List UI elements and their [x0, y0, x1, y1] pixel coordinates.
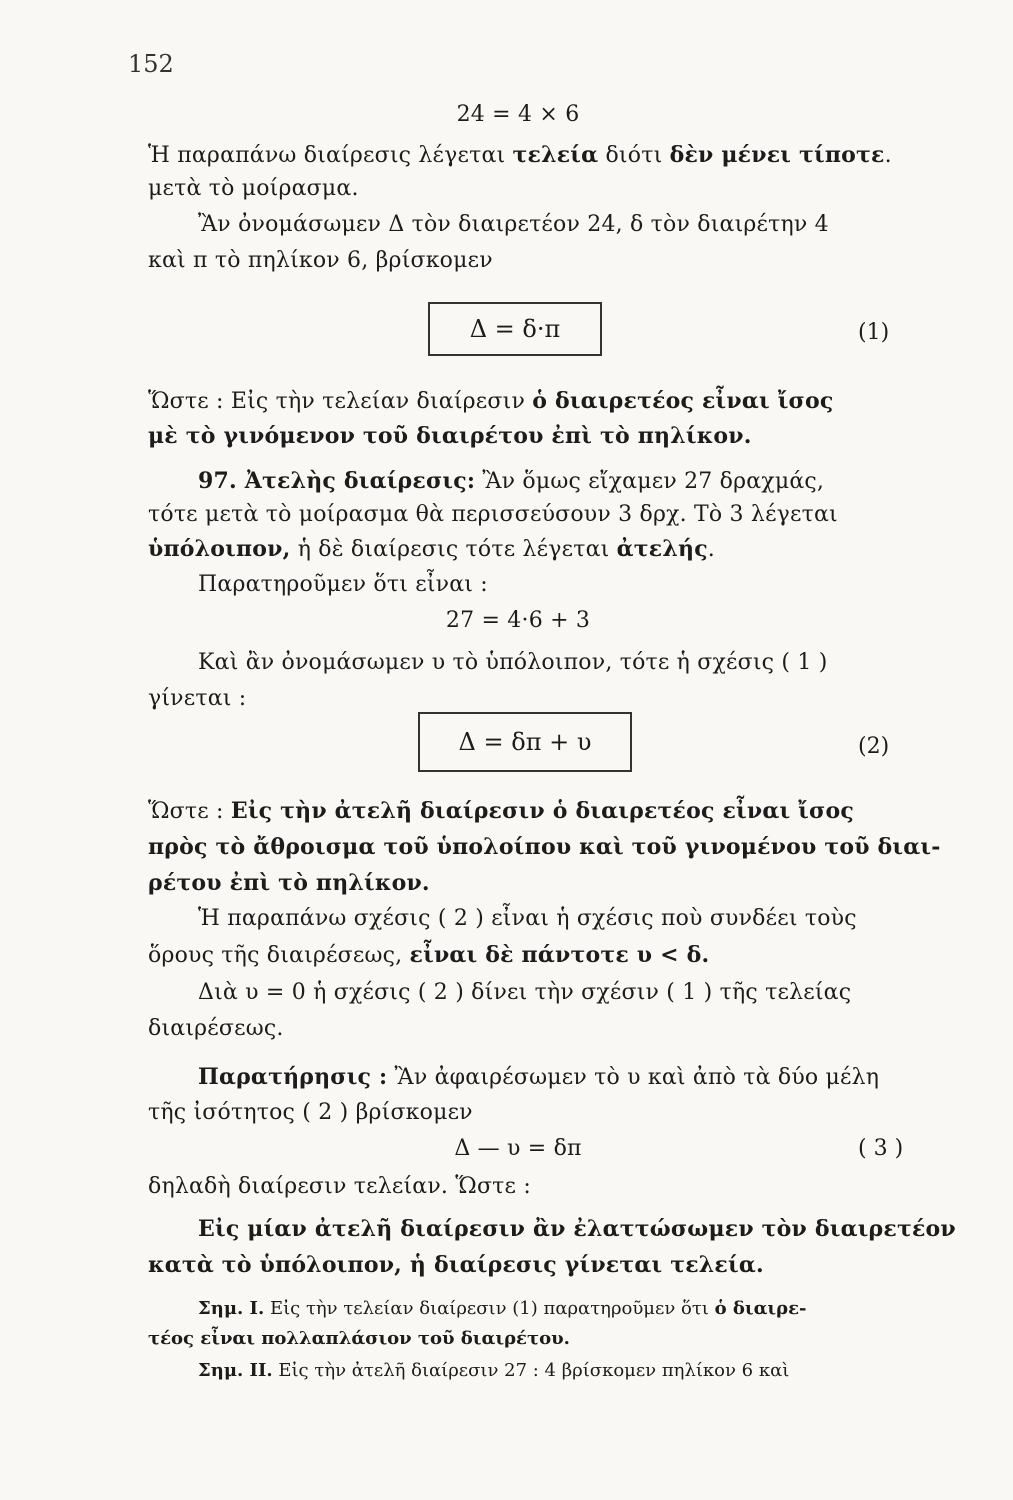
para3-text-a: Ὥστε : Εἰς τὴν τελείαν διαίρεσιν [148, 389, 533, 414]
para1-term-teleia: τελεία [512, 142, 599, 168]
para7-line1: Διὰ υ = 0 ἡ σχέσις ( 2 ) δίνει τὴν σχέσιν ( 1 ) τῆς τελείας [198, 980, 852, 1005]
para8-text-b: Ἂν ἀφαιρέσωμεν τὸ υ καὶ ἀπὸ τὰ δύο μέλη [387, 1065, 880, 1090]
page-number: 152 [128, 50, 174, 78]
para6-line2 [148, 942, 709, 968]
equation-number-2: (2) [858, 734, 890, 759]
para5-line2: πρὸς τὸ ἄθροισμα τοῦ ὑπολοίπου καὶ τοῦ γινομένου τοῦ διαι- [148, 834, 941, 860]
term-remainder: ὑπόλοιπον, [148, 536, 291, 562]
formula-box-1 [428, 302, 602, 356]
section-97-line3 [148, 536, 715, 562]
section-97-text-b: ἡ δὲ διαίρεσις τότε λέγεται [290, 537, 617, 562]
para5-line3: ρέτου ἐπὶ τὸ πηλίκον. [148, 870, 430, 896]
equation-number-3: ( 3 ) [858, 1136, 904, 1161]
para10-line1: Εἰς μίαν ἀτελῆ διαίρεσιν ἂν ἐλαττώσωμεν τὸν διαιρετέον [198, 1216, 956, 1242]
para7-line2: διαιρέσεως. [148, 1016, 284, 1041]
section-97-number: 97. [198, 468, 237, 494]
term-ateles: ἀτελής [616, 536, 708, 562]
para1-text-e: . [884, 143, 892, 168]
para9-line1: δηλαδὴ διαίρεσιν τελείαν. Ὥστε : [148, 1174, 531, 1199]
para6-line1: Ἡ παραπάνω σχέσις ( 2 ) εἶναι ἡ σχέσις ποὺ συνδέει τοὺς [198, 906, 857, 931]
note2-label: Σημ. ΙΙ. [198, 1360, 273, 1381]
para1-line2: μετὰ τὸ μοίρασμα. [148, 176, 359, 201]
observe-line: Παρατηροῦμεν ὅτι εἶναι : [198, 572, 488, 597]
note1-line2: τέος εἶναι πολλαπλάσιον τοῦ διαιρέτου. [148, 1328, 570, 1349]
equation-top: 24 = 4 × 6 [456, 102, 580, 127]
section-97-text: Ἂν ὅμως εἴχαμεν 27 δραχμάς, [475, 469, 825, 494]
para3-line1 [148, 388, 833, 414]
para8-line2: τῆς ἰσότητος ( 2 ) βρίσκομεν [148, 1100, 473, 1125]
section-97-text-d: . [707, 537, 715, 562]
note2-text: Εἰς τὴν ἀτελῆ διαίρεσιν 27 : 4 βρίσκομεν πηλίκον 6 καὶ [272, 1360, 790, 1381]
equation-3: Δ — υ = δπ [454, 1136, 582, 1161]
para6-text-b: εἶναι δὲ πάντοτε υ < δ. [409, 942, 710, 968]
para2-line2: καὶ π τὸ πηλίκον 6, βρίσκομεν [148, 248, 493, 273]
note1-text: Εἰς τὴν τελείαν διαίρεσιν (1) παρατηροῦμεν ὅτι [264, 1298, 715, 1319]
formula-1: Δ = δ·π [469, 315, 561, 343]
section-97-line1 [198, 468, 824, 494]
para5-text-b: Εἰς τὴν ἀτελῆ διαίρεσιν ὁ διαιρετέος εἶναι ἴσος [230, 798, 854, 824]
para1-text-a: Ἡ παραπάνω διαίρεσις λέγεται [148, 143, 513, 168]
book-page [118, 40, 956, 1460]
para1-line1 [148, 142, 892, 168]
para1-text-c: διότι [598, 143, 670, 168]
para8-line1 [198, 1064, 879, 1090]
para1-emphasis: δὲν μένει τίποτε [669, 142, 885, 168]
section-97-title: Ἀτελὴς διαίρεσις: [236, 468, 476, 494]
para6-text-a: ὅρους τῆς διαιρέσεως, [148, 943, 410, 968]
remark-label: Παρατήρησις : [198, 1064, 388, 1090]
para5-line1 [148, 798, 854, 824]
para3-text-b: ὁ διαιρετέος εἶναι ἴσος [532, 388, 834, 414]
formula-2: Δ = δπ + υ [458, 728, 592, 756]
section-97-line2: τότε μετὰ τὸ μοίρασμα θὰ περισσεύσουν 3 δρχ. Τὸ 3 λέγεται [148, 502, 838, 527]
note2-line1 [198, 1360, 789, 1381]
equation-middle: 27 = 4·6 + 3 [445, 608, 591, 633]
para2-line1: Ἂν ὀνομάσωμεν Δ τὸν διαιρετέον 24, δ τὸν διαιρέτην 4 [198, 212, 829, 237]
para10-line2: κατὰ τὸ ὑπόλοιπον, ἡ διαίρεσις γίνεται τελεία. [148, 1252, 764, 1278]
note1-bold: ὁ διαιρε- [714, 1298, 807, 1319]
para5-text-a: Ὥστε : [148, 799, 231, 824]
note1-line1 [198, 1298, 807, 1319]
equation-number-1: (1) [858, 320, 890, 345]
formula-box-2 [418, 712, 632, 772]
note1-label: Σημ. Ι. [198, 1298, 265, 1319]
para3-line2: μὲ τὸ γινόμενον τοῦ διαιρέτου ἐπὶ τὸ πηλίκον. [148, 423, 752, 449]
para4-line1: Καὶ ἂν ὀνομάσωμεν υ τὸ ὑπόλοιπον, τότε ἡ σχέσις ( 1 ) [198, 650, 828, 675]
para4-line2: γίνεται : [148, 686, 247, 711]
